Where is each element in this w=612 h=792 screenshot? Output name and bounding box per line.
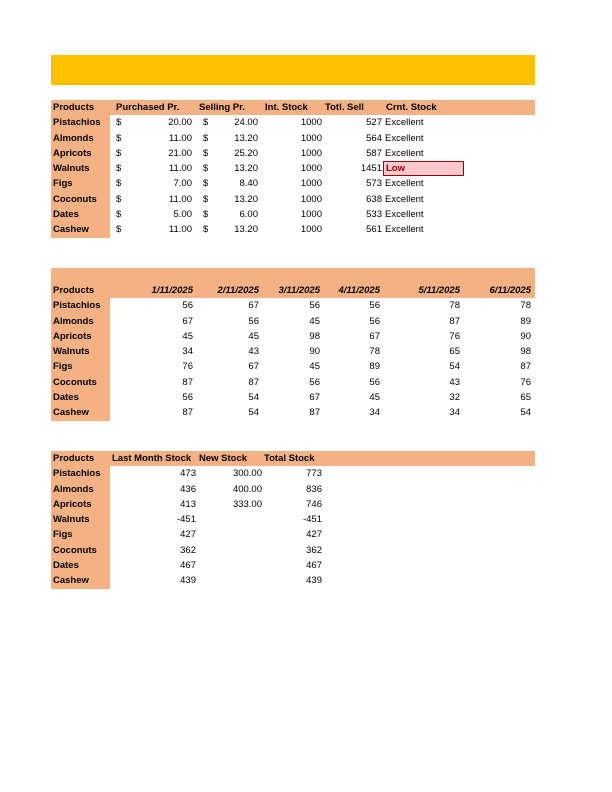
total-sell: 564 [366,132,382,144]
header-current-stock: Crnt. Stock [386,102,437,113]
daily-value: 43 [449,376,460,388]
selling-price: 13.20 [234,163,258,175]
selling-price: 24.00 [234,117,258,129]
product-name: Cashew [51,573,110,588]
table-row [51,543,535,558]
table-row [51,558,535,573]
daily-value: 54 [248,407,259,419]
daily-value: 45 [309,361,320,373]
table-header-row [51,451,535,466]
daily-value: 90 [309,346,320,358]
currency-symbol: $ [116,117,122,129]
last-month-stock: 467 [180,560,196,572]
daily-value: 87 [449,315,460,327]
daily-value: 45 [182,330,193,342]
stock-summary-table [51,451,535,589]
product-name: Figs [51,176,110,191]
daily-value: 34 [449,407,460,419]
total-stock: 467 [306,560,322,572]
total-stock: 836 [306,483,322,495]
status-text: Excellent [385,178,424,190]
total-stock: 362 [306,544,322,556]
total-sell: 561 [366,224,382,236]
table-row [51,329,535,344]
header-initial-stock: Int. Stock [265,102,308,113]
header-total-sell: Totl. Sell [325,102,364,113]
initial-stock: 1000 [300,163,322,175]
status-badge-low: Low [383,161,464,176]
daily-value: 54 [520,407,531,419]
status-text: Excellent [385,117,424,129]
currency-symbol: $ [116,209,122,221]
selling-price: 13.20 [234,193,258,205]
header-last-month-stock: Last Month Stock [112,453,192,464]
purchased-price: 20.00 [168,117,192,129]
table-row [51,573,535,588]
daily-value: 32 [449,392,460,404]
table-header-row [51,283,535,298]
total-sell: 1451 [360,163,382,175]
header-date-3: 3/11/2025 [278,285,320,296]
currency-symbol: $ [116,178,122,190]
daily-value: 76 [520,376,531,388]
table-row [51,344,535,359]
purchased-price: 7.00 [173,178,192,190]
total-sell: 533 [366,209,382,221]
initial-stock: 1000 [300,147,322,159]
total-sell: 573 [366,178,382,190]
product-name: Apricots [51,497,110,512]
daily-value: 54 [449,361,460,373]
table-row [51,222,535,237]
total-stock: 773 [306,468,322,480]
table-header-band [51,268,535,283]
daily-value: 87 [248,376,259,388]
status-text: Excellent [385,132,424,144]
product-name: Apricots [51,329,110,344]
product-name: Dates [51,207,110,222]
table-row [51,176,535,191]
currency-symbol: $ [203,163,209,175]
daily-value: 45 [248,330,259,342]
total-sell: 638 [366,193,382,205]
total-stock: -451 [302,514,322,526]
daily-value: 45 [369,392,380,404]
header-date-6: 6/11/2025 [489,285,531,296]
table-row [51,115,535,130]
daily-value: 87 [520,361,531,373]
table-row [51,207,535,222]
header-date-4: 4/11/2025 [338,285,380,296]
currency-symbol: $ [203,132,209,144]
daily-value: 56 [369,300,380,312]
header-selling-price: Selling Pr. [199,102,245,113]
selling-price: 6.00 [239,209,258,221]
product-name: Almonds [51,482,110,497]
daily-value: 67 [248,361,259,373]
selling-price: 25.20 [234,147,258,159]
total-stock: 427 [306,529,322,541]
daily-value: 76 [449,330,460,342]
status-text: Excellent [385,147,424,159]
new-stock [196,573,262,588]
product-price-table [51,100,535,238]
table-row [51,298,535,313]
daily-value: 67 [369,330,380,342]
new-stock: 400.00 [232,483,262,495]
header-new-stock: New Stock [199,453,248,464]
table-row [51,482,535,497]
daily-value: 87 [309,407,320,419]
daily-value: 56 [369,376,380,388]
new-stock: 300.00 [232,468,262,480]
initial-stock: 1000 [300,224,322,236]
daily-value: 43 [248,346,259,358]
table-row [51,512,535,527]
currency-symbol: $ [203,147,209,159]
daily-value: 34 [369,407,380,419]
daily-value: 56 [309,300,320,312]
purchased-price: 11.00 [168,132,192,144]
status-text: Excellent [385,193,424,205]
last-month-stock: 436 [180,483,196,495]
product-name: Cashew [51,222,110,237]
header-date-5: 5/11/2025 [418,285,460,296]
product-name: Walnuts [51,512,110,527]
table-row [51,375,535,390]
total-stock: 746 [306,498,322,510]
table-row [51,131,535,146]
table-row [51,359,535,374]
new-stock [196,543,262,558]
currency-symbol: $ [203,209,209,221]
initial-stock: 1000 [300,117,322,129]
title-banner [51,55,535,85]
product-name: Apricots [51,146,110,161]
last-month-stock: 427 [180,529,196,541]
status-text: Excellent [385,224,424,236]
table-row [51,146,535,161]
selling-price: 13.20 [234,132,258,144]
product-name: Pistachios [51,298,110,313]
daily-value: 45 [309,315,320,327]
header-products: Products [53,285,95,296]
new-stock: 333.00 [232,498,262,510]
selling-price: 13.20 [234,224,258,236]
table-row [51,314,535,329]
currency-symbol: $ [203,193,209,205]
product-name: Almonds [51,314,110,329]
table-row [51,192,535,207]
daily-value: 89 [520,315,531,327]
header-products: Products [53,453,95,464]
product-name: Pistachios [51,466,110,481]
header-products: Products [53,102,95,113]
product-name: Dates [51,558,110,573]
table-row [51,466,535,481]
daily-value: 87 [182,376,193,388]
daily-value: 67 [309,392,320,404]
purchased-price: 11.00 [168,193,192,205]
currency-symbol: $ [116,163,122,175]
daily-value: 56 [309,376,320,388]
product-name: Walnuts [51,161,110,176]
daily-value: 98 [309,330,320,342]
purchased-price: 21.00 [168,147,192,159]
table-header-row [51,100,535,115]
purchased-price: 11.00 [168,224,192,236]
initial-stock: 1000 [300,178,322,190]
daily-value: 56 [369,315,380,327]
product-name: Almonds [51,131,110,146]
total-stock: 439 [306,575,322,587]
table-row [51,527,535,542]
last-month-stock: 413 [180,498,196,510]
new-stock [196,527,262,542]
purchased-price: 11.00 [168,163,192,175]
initial-stock: 1000 [300,193,322,205]
daily-value: 90 [520,330,531,342]
last-month-stock: -451 [176,514,196,526]
currency-symbol: $ [203,117,209,129]
table-row [51,497,535,512]
daily-value: 78 [449,300,460,312]
daily-value: 78 [520,300,531,312]
table-row [51,390,535,405]
daily-value: 98 [520,346,531,358]
daily-value: 56 [182,392,193,404]
last-month-stock: 473 [180,468,196,480]
daily-value: 67 [248,300,259,312]
product-name: Coconuts [51,543,110,558]
total-sell: 527 [366,117,382,129]
product-name: Coconuts [51,192,110,207]
initial-stock: 1000 [300,132,322,144]
new-stock [196,512,262,527]
header-date-2: 2/11/2025 [217,285,259,296]
currency-symbol: $ [116,224,122,236]
daily-value: 65 [449,346,460,358]
daily-value: 34 [182,346,193,358]
header-purchased-price: Purchased Pr. [116,102,180,113]
table-row [51,405,535,420]
daily-value: 78 [369,346,380,358]
product-name: Pistachios [51,115,110,130]
header-total-stock: Total Stock [264,453,315,464]
daily-value: 87 [182,407,193,419]
initial-stock: 1000 [300,209,322,221]
daily-value: 76 [182,361,193,373]
daily-value: 56 [182,300,193,312]
product-name: Cashew [51,405,110,420]
product-name: Dates [51,390,110,405]
daily-value: 67 [182,315,193,327]
currency-symbol: $ [116,193,122,205]
status-text: Excellent [385,209,424,221]
product-name: Coconuts [51,375,110,390]
new-stock [196,558,262,573]
table-row [51,161,535,176]
daily-value: 54 [248,392,259,404]
purchased-price: 5.00 [173,209,192,221]
currency-symbol: $ [116,147,122,159]
header-date-1: 1/11/2025 [151,285,193,296]
product-name: Figs [51,527,110,542]
currency-symbol: $ [203,224,209,236]
product-name: Figs [51,359,110,374]
product-name: Walnuts [51,344,110,359]
total-sell: 587 [366,147,382,159]
daily-value: 65 [520,392,531,404]
daily-sales-table [51,268,535,421]
daily-value: 56 [248,315,259,327]
currency-symbol: $ [203,178,209,190]
selling-price: 8.40 [239,178,258,190]
currency-symbol: $ [116,132,122,144]
daily-value: 89 [369,361,380,373]
last-month-stock: 362 [180,544,196,556]
last-month-stock: 439 [180,575,196,587]
